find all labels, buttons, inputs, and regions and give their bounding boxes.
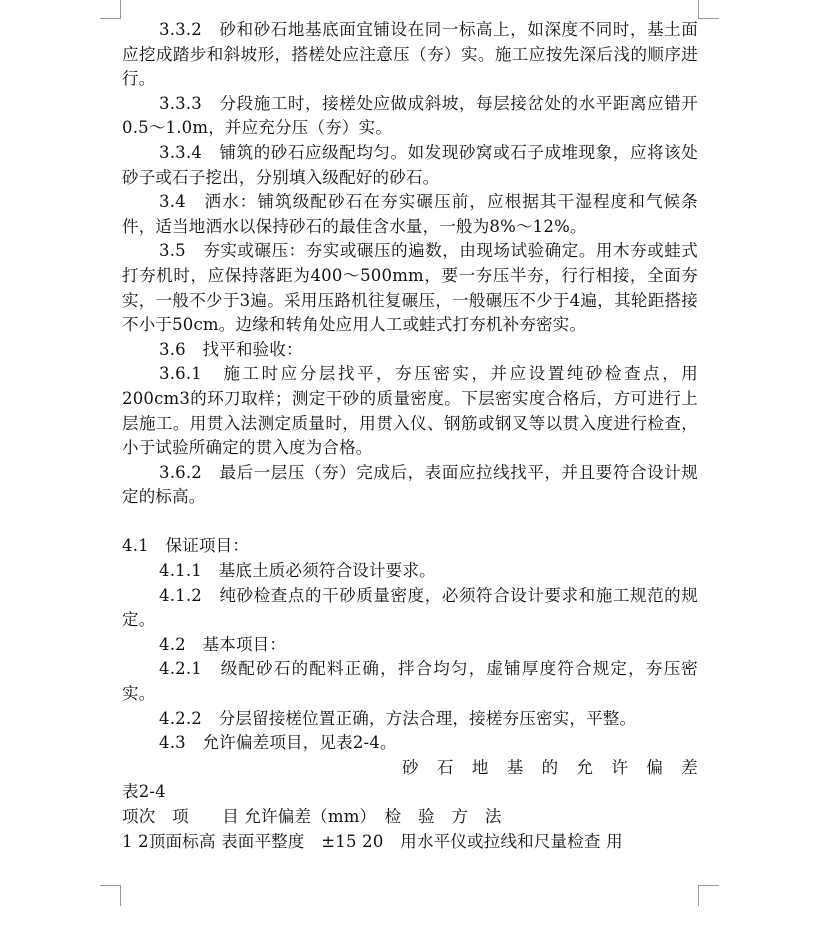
paragraph-3-6: 3.6 找平和验收： bbox=[159, 339, 303, 359]
paragraph-3-3-3: 3.3.3 分段施工时，接槎处应做成斜坡，每层接岔处的水平距离应错开0.5～1.0m，并应充分压（夯）实。 bbox=[122, 93, 698, 138]
crop-mark-top-left bbox=[100, 0, 121, 19]
table-row: 1 2顶面标高 表面平整度 ±15 20 用水平仪或拉线和尺量检查 用 bbox=[122, 831, 623, 851]
item-4-2-2: 4.2.2 分层留接槎位置正确，方法合理，接槎夯压密实，平整。 bbox=[159, 708, 637, 728]
paragraph-3-3-4: 3.3.4 铺筑的砂石应级配均匀。如发现砂窝或石子成堆现象，应将该处砂子或石子挖出，分别填入级配好的砂石。 bbox=[122, 142, 698, 187]
paragraph-3-3-2: 3.3.2 砂和砂石地基底面宜铺设在同一标高上，如深度不同时，基土面应挖成踏步和斜坡形，搭槎处应注意压（夯）实。施工应按先深后浅的顺序进行。 bbox=[122, 20, 698, 89]
item-4-1-1: 4.1.1 基底土质必须符合设计要求。 bbox=[159, 561, 436, 581]
item-4-3: 4.3 允许偏差项目，见表2-4。 bbox=[159, 733, 397, 753]
table-header: 项次 项 目 允许偏差（mm） 检 验 方 法 bbox=[122, 807, 502, 826]
paragraph-3-4: 3.4 洒水：铺筑级配砂石在夯实碾压前，应根据其干湿程度和气候条件，适当地洒水以保持砂石的最佳含水量，一般为8%～12%。 bbox=[122, 192, 698, 236]
item-4-1-2: 4.1.2 纯砂检查点的干砂质量密度，必须符合设计要求和施工规范的规定。 bbox=[122, 585, 698, 630]
paragraph-3-6-2: 3.6.2 最后一层压（夯）完成后，表面应拉线找平，并且要符合设计规定的标高。 bbox=[122, 462, 698, 507]
crop-mark-bottom-right bbox=[698, 885, 719, 906]
blank-line bbox=[122, 510, 698, 535]
crop-mark-bottom-left bbox=[100, 885, 121, 906]
paragraph-3-5: 3.5 夯实或碾压：夯实或碾压的遍数，由现场试验确定。用木夯或蛙式打夯机时，应保持落距为400～500mm，要一夯压半夯，行行相接，全面夯实，一般不少于3遍。采用压路机往复碾压，一般碾压不少于4遍，其轮距搭接不小于50cm。边缘和转角处应用人工或蛙式打夯机补夯密实。 bbox=[122, 241, 698, 335]
crop-mark-top-right bbox=[698, 0, 719, 19]
item-4-2: 4.2 基本项目： bbox=[159, 634, 287, 654]
document-body bbox=[122, 18, 698, 854]
section-heading-4-1: 4.1 保证项目： bbox=[122, 536, 250, 556]
item-4-2-1: 4.2.1 级配砂石的配料正确，拌合均匀，虚铺厚度符合规定，夯压密实。 bbox=[122, 659, 698, 704]
paragraph-3-6-1: 3.6.1 施工时应分层找平，夯压密实，并应设置纯砂检查点，用200cm3的环刀取样；测定干砂的质量密度。下层密实度合格后，方可进行上层施工。用贯入法测定质量时，用贯入仪、钢筋或钢叉等以贯入度进行检查，小于试验所确定的贯入度为合格。 bbox=[122, 364, 698, 458]
table-title: 砂石地基的允许偏差 bbox=[402, 757, 698, 777]
table-label: 表2-4 bbox=[122, 782, 166, 802]
